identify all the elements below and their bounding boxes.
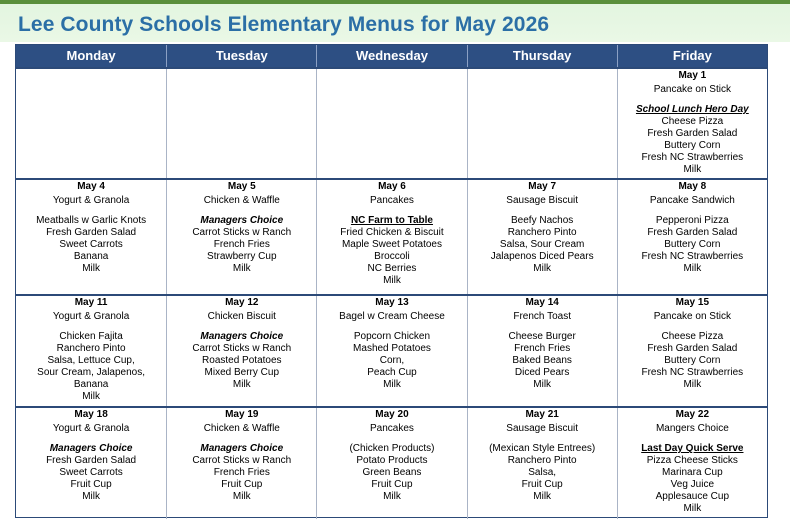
- lunch-item: Baked Beans: [512, 355, 572, 366]
- lunch-item: Salsa,: [528, 467, 557, 478]
- lunch-item: Milk: [683, 379, 702, 390]
- lunch-item: (Chicken Products): [349, 443, 435, 454]
- lunch-item: Jalapenos Diced Pears: [490, 251, 594, 262]
- day-date: May 14: [525, 297, 559, 308]
- lunch-item: Cheese Pizza: [661, 331, 724, 342]
- lunch-item: Milk: [383, 491, 401, 502]
- week-row: [16, 294, 767, 406]
- week-row: [16, 178, 767, 294]
- breakfast-item: Yogurt & Granola: [52, 311, 130, 322]
- lunch-item: Fresh Garden Salad: [647, 227, 738, 238]
- lunch-item: Milk: [232, 491, 251, 502]
- day-date: May 6: [378, 181, 406, 192]
- day-date: May 4: [77, 181, 105, 192]
- day-date: May 8: [678, 181, 707, 192]
- lunch-item: Pepperoni Pizza: [655, 215, 729, 226]
- breakfast-item: Pancake on Stick: [653, 311, 731, 322]
- breakfast-item: Chicken & Waffle: [203, 423, 280, 434]
- day-date: May 20: [375, 409, 409, 420]
- lunch-item: Beefy Nachos: [511, 215, 574, 226]
- day-cell: [166, 296, 316, 406]
- lunch-item: Potato Products: [356, 455, 428, 466]
- lunch-item: Sour Cream, Jalapenos,: [37, 367, 146, 378]
- lunch-item: Fresh NC Strawberries: [641, 367, 744, 378]
- lunch-item: Milk: [232, 263, 251, 274]
- empty-day-cell: [467, 69, 617, 178]
- lunch-item: Milk: [533, 379, 552, 390]
- lunch-item: Peach Cup: [367, 367, 417, 378]
- lunch-item: Milk: [82, 391, 100, 402]
- lunch-item: Milk: [683, 164, 702, 175]
- day-date: May 15: [675, 297, 710, 308]
- lunch-item: Buttery Corn: [664, 355, 721, 366]
- lunch-heading: Managers Choice: [49, 443, 133, 454]
- title-bar: [0, 0, 790, 42]
- day-date: May 13: [375, 297, 409, 308]
- day-date: May 12: [225, 297, 259, 308]
- lunch-heading: NC Farm to Table: [350, 215, 433, 226]
- day-cell: [316, 296, 466, 406]
- breakfast-item: French Toast: [513, 311, 571, 322]
- day-date: May 5: [227, 181, 256, 192]
- lunch-item: Sweet Carrots: [59, 467, 123, 478]
- weekday-header: Friday: [617, 45, 767, 67]
- breakfast-item: Pancake on Stick: [653, 84, 731, 95]
- week-row: [16, 406, 767, 519]
- day-date: May 7: [528, 181, 557, 192]
- lunch-heading: School Lunch Hero Day: [635, 104, 749, 115]
- weekday-header: Monday: [66, 48, 116, 63]
- lunch-item: Meatballs w Garlic Knots: [36, 215, 147, 226]
- lunch-item: French Fries: [514, 343, 571, 354]
- lunch-item: Milk: [533, 263, 552, 274]
- lunch-item: Fresh Garden Salad: [647, 128, 738, 139]
- day-cell: [166, 408, 316, 519]
- lunch-item: Milk: [533, 491, 552, 502]
- lunch-item: Popcorn Chicken: [353, 331, 431, 342]
- lunch-item: Maple Sweet Potatoes: [341, 239, 442, 250]
- breakfast-item: Chicken & Waffle: [203, 195, 280, 206]
- lunch-item: Salsa, Lettuce Cup,: [47, 355, 135, 366]
- lunch-item: Roasted Potatoes: [202, 355, 282, 366]
- lunch-item: French Fries: [213, 239, 270, 250]
- lunch-item: Milk: [383, 275, 401, 286]
- day-date: May 11: [74, 297, 108, 308]
- lunch-item: Fruit Cup: [221, 479, 263, 490]
- lunch-item: Fruit Cup: [521, 479, 563, 490]
- lunch-item: Milk: [683, 263, 702, 274]
- day-date: May 21: [525, 409, 559, 420]
- lunch-item: Cheese Pizza: [661, 116, 724, 127]
- lunch-item: Carrot Sticks w Ranch: [192, 227, 292, 238]
- lunch-heading: Managers Choice: [200, 443, 284, 454]
- lunch-item: Strawberry Cup: [207, 251, 277, 262]
- lunch-item: Pizza Cheese Sticks: [646, 455, 738, 466]
- lunch-item: Salsa, Sour Cream: [499, 239, 585, 250]
- breakfast-item: Pancake Sandwich: [649, 195, 735, 206]
- page-title: Lee County Schools Elementary Menus for May 2026: [18, 13, 550, 36]
- lunch-item: Corn,: [379, 355, 405, 366]
- lunch-item: Fruit Cup: [70, 479, 112, 490]
- breakfast-item: Pancakes: [370, 423, 414, 434]
- lunch-item: Fresh Garden Salad: [647, 343, 738, 354]
- lunch-item: Cheese Burger: [508, 331, 576, 342]
- lunch-item: Ranchero Pinto: [56, 343, 126, 354]
- day-cell: [467, 180, 617, 294]
- lunch-item: Mixed Berry Cup: [204, 367, 280, 378]
- lunch-item: Broccoli: [374, 251, 410, 262]
- lunch-item: French Fries: [213, 467, 270, 478]
- breakfast-item: Chicken Biscuit: [207, 311, 276, 322]
- day-cell: [617, 296, 767, 406]
- lunch-item: Milk: [82, 263, 100, 274]
- lunch-heading: Managers Choice: [200, 331, 284, 342]
- day-cell: [617, 180, 767, 294]
- lunch-heading: Last Day Quick Serve: [641, 443, 744, 454]
- lunch-item: Fresh NC Strawberries: [641, 152, 744, 163]
- day-cell: [16, 180, 166, 294]
- lunch-item: Buttery Corn: [664, 140, 721, 151]
- lunch-item: Veg Juice: [670, 479, 715, 490]
- day-date: May 22: [675, 409, 710, 420]
- breakfast-item: Yogurt & Granola: [52, 195, 130, 206]
- lunch-item: Milk: [232, 379, 251, 390]
- breakfast-item: Sausage Biscuit: [506, 423, 579, 434]
- lunch-item: Fresh Garden Salad: [46, 455, 137, 466]
- lunch-item: Fried Chicken & Biscuit: [340, 227, 444, 238]
- day-cell: [316, 180, 466, 294]
- lunch-item: (Mexican Style Entrees): [489, 443, 596, 454]
- empty-day-cell: [166, 69, 316, 178]
- day-cell: [617, 408, 767, 519]
- lunch-item: Buttery Corn: [664, 239, 721, 250]
- lunch-heading: Managers Choice: [200, 215, 284, 226]
- weekday-header: Thursday: [467, 45, 617, 67]
- breakfast-item: Sausage Biscuit: [506, 195, 579, 206]
- day-cell: [467, 296, 617, 406]
- breakfast-item: Yogurt & Granola: [52, 423, 130, 434]
- lunch-item: Banana: [73, 251, 109, 262]
- lunch-item: Banana: [73, 379, 109, 390]
- lunch-item: NC Berries: [367, 263, 417, 274]
- lunch-item: Marinara Cup: [662, 467, 723, 478]
- menu-calendar: [15, 44, 768, 518]
- weekday-header-row: [16, 45, 767, 67]
- breakfast-item: Mangers Choice: [655, 423, 729, 434]
- lunch-item: Milk: [383, 379, 401, 390]
- day-cell: [316, 408, 466, 519]
- lunch-item: Carrot Sticks w Ranch: [192, 343, 292, 354]
- lunch-item: Diced Pears: [514, 367, 570, 378]
- lunch-item: Applesauce Cup: [655, 491, 730, 502]
- lunch-item: Sweet Carrots: [59, 239, 123, 250]
- empty-day-cell: [316, 69, 466, 178]
- day-cell: [16, 408, 166, 519]
- lunch-item: Fresh Garden Salad: [46, 227, 137, 238]
- lunch-item: Chicken Fajita: [59, 331, 123, 342]
- day-cell: [617, 69, 767, 178]
- week-row: [16, 67, 767, 178]
- breakfast-item: Bagel w Cream Cheese: [339, 311, 445, 322]
- lunch-item: Fresh NC Strawberries: [641, 251, 744, 262]
- breakfast-item: Pancakes: [370, 195, 414, 206]
- weekday-header: Wednesday: [316, 45, 466, 67]
- lunch-item: Green Beans: [362, 467, 422, 478]
- day-cell: [467, 408, 617, 519]
- day-date: May 19: [225, 409, 259, 420]
- day-cell: [16, 296, 166, 406]
- empty-day-cell: [16, 69, 166, 178]
- lunch-item: Ranchero Pinto: [507, 227, 577, 238]
- weekday-header: Tuesday: [166, 45, 316, 67]
- lunch-item: Fruit Cup: [371, 479, 413, 490]
- lunch-item: Milk: [82, 491, 100, 502]
- lunch-item: Ranchero Pinto: [507, 455, 577, 466]
- lunch-item: Mashed Potatoes: [353, 343, 431, 354]
- day-date: May 1: [678, 70, 707, 81]
- lunch-item: Milk: [683, 503, 702, 514]
- day-cell: [166, 180, 316, 294]
- day-date: May 18: [74, 409, 108, 420]
- lunch-item: Carrot Sticks w Ranch: [192, 455, 292, 466]
